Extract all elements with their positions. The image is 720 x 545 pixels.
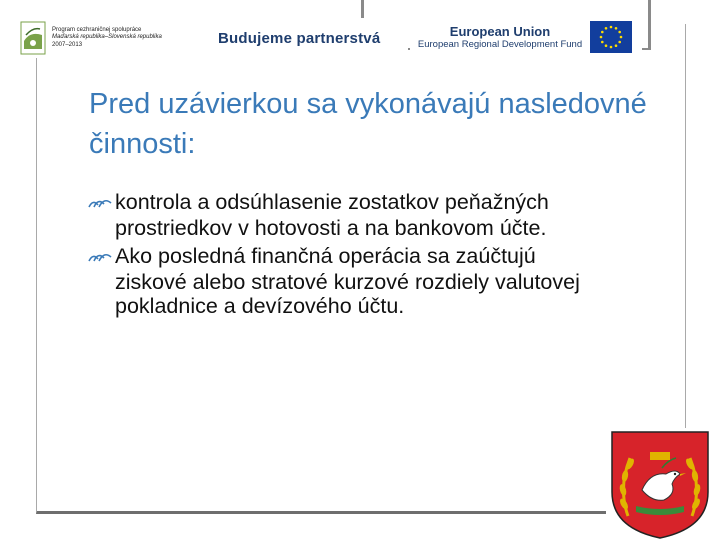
bullet-sign-icon xyxy=(88,245,115,270)
program-logo-line-2: Maďarská republika–Slovenská republika xyxy=(52,34,162,41)
program-logo-text xyxy=(52,27,182,50)
bullet-text: Ako posledná finančná operácia sa zaúčtujú ziskové alebo stratové kurzové rozdiely valutovej pokladnice a devízového účtu. xyxy=(115,244,580,319)
eu-title: European Union xyxy=(449,23,551,39)
slide-title: Pred uzávierkou sa vykonávajú nasledovné činnosti: xyxy=(89,88,647,160)
program-logo-line-1: Program cezhraničnej spolupráce xyxy=(52,26,142,33)
eu-banner xyxy=(410,16,642,58)
tagline: Budujeme partnerstvá xyxy=(218,29,381,47)
eu-flag-icon xyxy=(590,21,632,53)
coat-of-arms-icon xyxy=(606,428,714,540)
eu-subtitle: European Regional Development Fund xyxy=(417,38,583,50)
bullet-sign-icon xyxy=(88,191,115,216)
program-logo-icon xyxy=(20,21,46,55)
bullet-list xyxy=(88,190,608,323)
eu-text xyxy=(410,24,590,51)
bullet-text: kontrola a odsúhlasenie zostatkov peňažných prostriedkov v hotovosti a na bankovom účte. xyxy=(115,190,549,240)
bullet-item xyxy=(88,244,608,319)
program-banner xyxy=(18,18,408,58)
program-logo-line-3: 2007–2013 xyxy=(52,41,83,48)
bullet-item xyxy=(88,190,608,240)
